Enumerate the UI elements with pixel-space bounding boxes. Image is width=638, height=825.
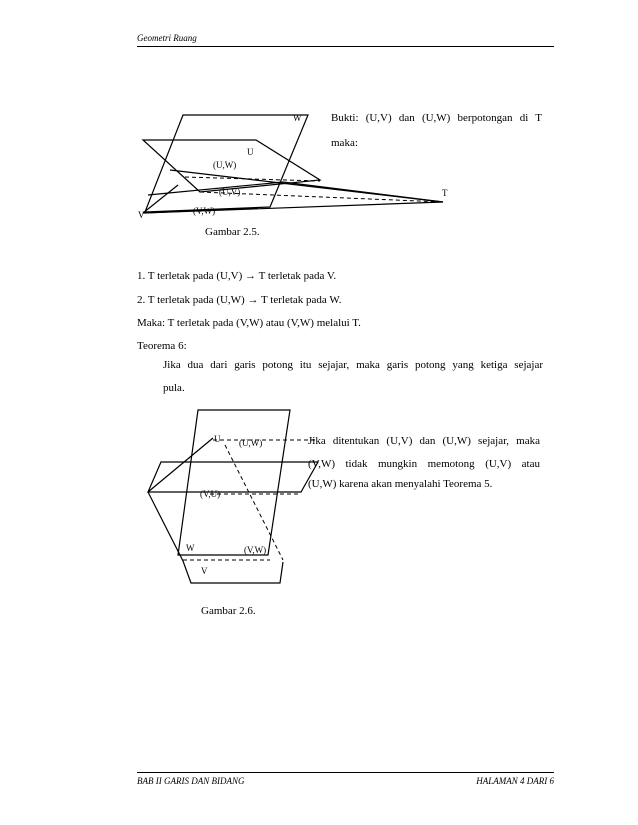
label-vw: (V,W) — [244, 545, 267, 555]
label-vw: (V,W) — [193, 206, 216, 216]
proof-line-1: Bukti: (U,V) dan (U,W) berpotongan di T — [331, 112, 542, 124]
plane-v — [148, 492, 283, 583]
statement-1: 1. T terletak pada (U,V) → T terletak pada V. — [137, 270, 337, 282]
label-u: U — [214, 434, 221, 444]
proof-line-2: maka: — [331, 137, 358, 149]
figure-2-6 — [0, 400, 638, 600]
label-w: W — [186, 543, 195, 553]
explanation-line-3: (U,W) karena akan menyalahi Teorema 5. — [308, 478, 493, 490]
explanation-line-1: Jika ditentukan (U,V) dan (U,W) sejajar, maka — [308, 435, 540, 447]
theorem-heading: Teorema 6: — [137, 340, 187, 352]
plane-w — [148, 462, 318, 492]
label-u: U — [247, 147, 254, 157]
label-v: V — [138, 210, 145, 220]
page-header-title: Geometri Ruang — [137, 33, 197, 43]
figure-2-5 — [0, 0, 638, 250]
label-v: V — [201, 566, 208, 576]
label-uw: (U,W) — [239, 438, 263, 448]
statement-2: 2. T terletak pada (U,W) → T terletak pada W. — [137, 294, 342, 306]
footer-rule — [137, 772, 554, 773]
footer-page-number: HALAMAN 4 DARI 6 — [476, 776, 554, 786]
theorem-line-2: pula. — [163, 382, 185, 394]
label-vu: (V,U) — [200, 489, 221, 499]
label-uv: (U,V) — [219, 187, 241, 197]
label-uw: (U,W) — [213, 160, 237, 170]
label-w: W — [293, 113, 302, 123]
line-uv — [170, 170, 443, 202]
footer-chapter: BAB II GARIS DAN BIDANG — [137, 776, 245, 786]
figure-2-6-caption: Gambar 2.6. — [201, 605, 256, 617]
figure-2-5-caption: Gambar 2.5. — [205, 226, 260, 238]
label-t: T — [442, 188, 448, 198]
statement-conclusion: Maka: T terletak pada (V,W) atau (V,W) melalui T. — [137, 317, 361, 329]
plane-u — [178, 410, 290, 555]
plane-v — [143, 182, 443, 213]
explanation-line-2: (V,W) tidak mungkin memotong (U,V) atau — [308, 458, 540, 470]
theorem-line-1: Jika dua dari garis potong itu sejajar, maka garis potong yang ketiga sejajar — [163, 359, 543, 371]
